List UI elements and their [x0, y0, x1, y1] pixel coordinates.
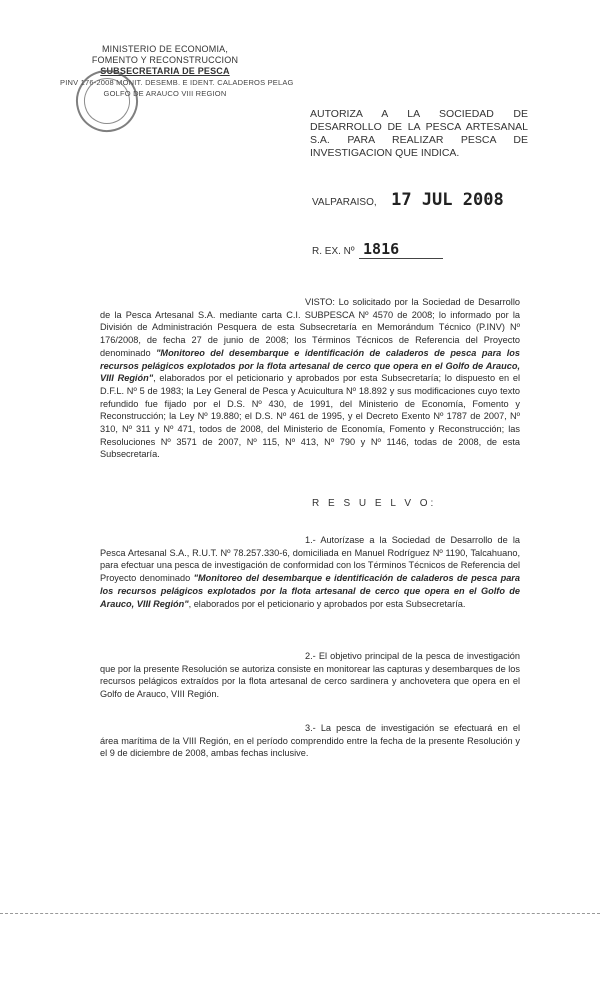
file-reference-line-2: GOLFO DE ARAUCO VIII REGION — [103, 89, 227, 98]
article-3-lead: 3.- La pesca de investigación se efectuará en — [305, 723, 508, 733]
visto-text-a: Desarrollo de la Pesca Artesanal S.A. mediante carta C.I. SUBPESCA Nº 4570 de 2008; lo informado por la División de Administración Pesquera de esta Subsecretaría en Memorándum Técnico (P.INV) Nº 176/2008, de fecha 27 de junio de 2008; los Términos Técnicos de Referencia del Proyecto denominado — [100, 297, 520, 358]
ministry-line: MINISTERIO DE ECONOMIA, — [101, 44, 229, 54]
article-1 — [100, 534, 520, 610]
visto-lead: VISTO: Lo solicitado por la Sociedad de — [305, 297, 475, 307]
subject-summary: AUTORIZA A LA SOCIEDAD DE DESARROLLO DE LA PESCA ARTESANAL S.A. PARA REALIZAR PESCA DE INVESTIGACION QUE INDICA. — [310, 108, 528, 159]
dateline — [312, 190, 504, 210]
visto-text-b: , elaborados por el peticionario y aprobados por esta Subsecretaría; lo dispuesto en el D.F.L. Nº 5 de 1983; la Ley General de Pesca y Acuicultura Nº 18.892 y sus modificaciones cuyo texto refundido fue fijado por el D.S. Nº 430, de 1991, del Ministerio de Economía, Fomento y Reconstrucción; la Ley Nº 19.880; el D.S. Nº 461 de 1995, y el Decreto Exento Nº 1787 de 2007, Nº 310, Nº 311 y Nº 471, todos de 2008, del Ministerio de Economía, Fomento y Reconstrucción; las Resoluciones Nº 3571 de 2007, Nº 115, Nº 413, Nº 790 y Nº 1146, todas de 2008, de esta Subsecretaría. — [100, 373, 521, 460]
visto-paragraph — [100, 296, 520, 461]
article-2-text: investigación que por la presente Resolución se autoriza consiste en monitorear las capturas y desembarques de los recursos pelágicos extraídos por la flota artesanal de cerco sardinera y anchovetera que opera en el Golfo de Arauco, VIII Región. — [100, 651, 520, 700]
resuelvo-heading: R E S U E L V O: — [312, 498, 437, 509]
visto-project-title: "Monitoreo del desembarque e identificación de caladeros de pesca para los recursos pelágicos explotados por la flota artesanal de cerco que opera en el Golfo de Arauco, VIII Región" — [100, 347, 521, 384]
scan-fold-line — [0, 913, 600, 914]
article-3 — [100, 722, 520, 760]
ministry-line-2: FOMENTO Y RECONSTRUCCION — [91, 55, 239, 65]
article-1-lead: 1.- Autorízase a la Sociedad de Desarrollo de — [305, 535, 508, 545]
article-2-lead: 2.- El objetivo principal de la pesca de — [305, 651, 464, 661]
resolution-label: R. EX. Nº — [312, 246, 355, 257]
date-stamp: 17 JUL 2008 — [391, 190, 504, 210]
article-2 — [100, 650, 520, 701]
file-reference-line: PINV 176-2008 MONIT. DESEMB. E IDENT. CALADEROS PELAG — [60, 78, 294, 87]
date-city: VALPARAISO, — [312, 197, 377, 208]
article-1-text-a: la Pesca Artesanal S.A., R.U.T. Nº 78.257.330-6, domiciliada en Manuel Rodríguez Nº 1190, Talcahuano, para efectuar una pesca de investigación de conformidad con los Términos Técnicos de Referencia del Proyecto denominado — [100, 535, 520, 584]
article-3-text: el área marítima de la VIII Región, en el período comprendido entre la fecha de la presente Resolución y el 9 de diciembre de 2008, ambas fechas inclusive. — [100, 723, 520, 759]
article-1-project-title: "Monitoreo del desembarque e identificación de caladeros de pesca para los recursos pelágicos explotados por la flota artesanal de cerco que opera en el Golfo de Arauco, VIII Región" — [100, 573, 520, 609]
article-1-text-b: , elaborados por el peticionario y aprobados por esta Subsecretaría. — [188, 598, 466, 609]
resolution-value: 1816 — [359, 240, 443, 259]
resolution-number — [312, 240, 443, 259]
subsecretaria-line: SUBSECRETARIA DE PESCA — [100, 66, 230, 76]
